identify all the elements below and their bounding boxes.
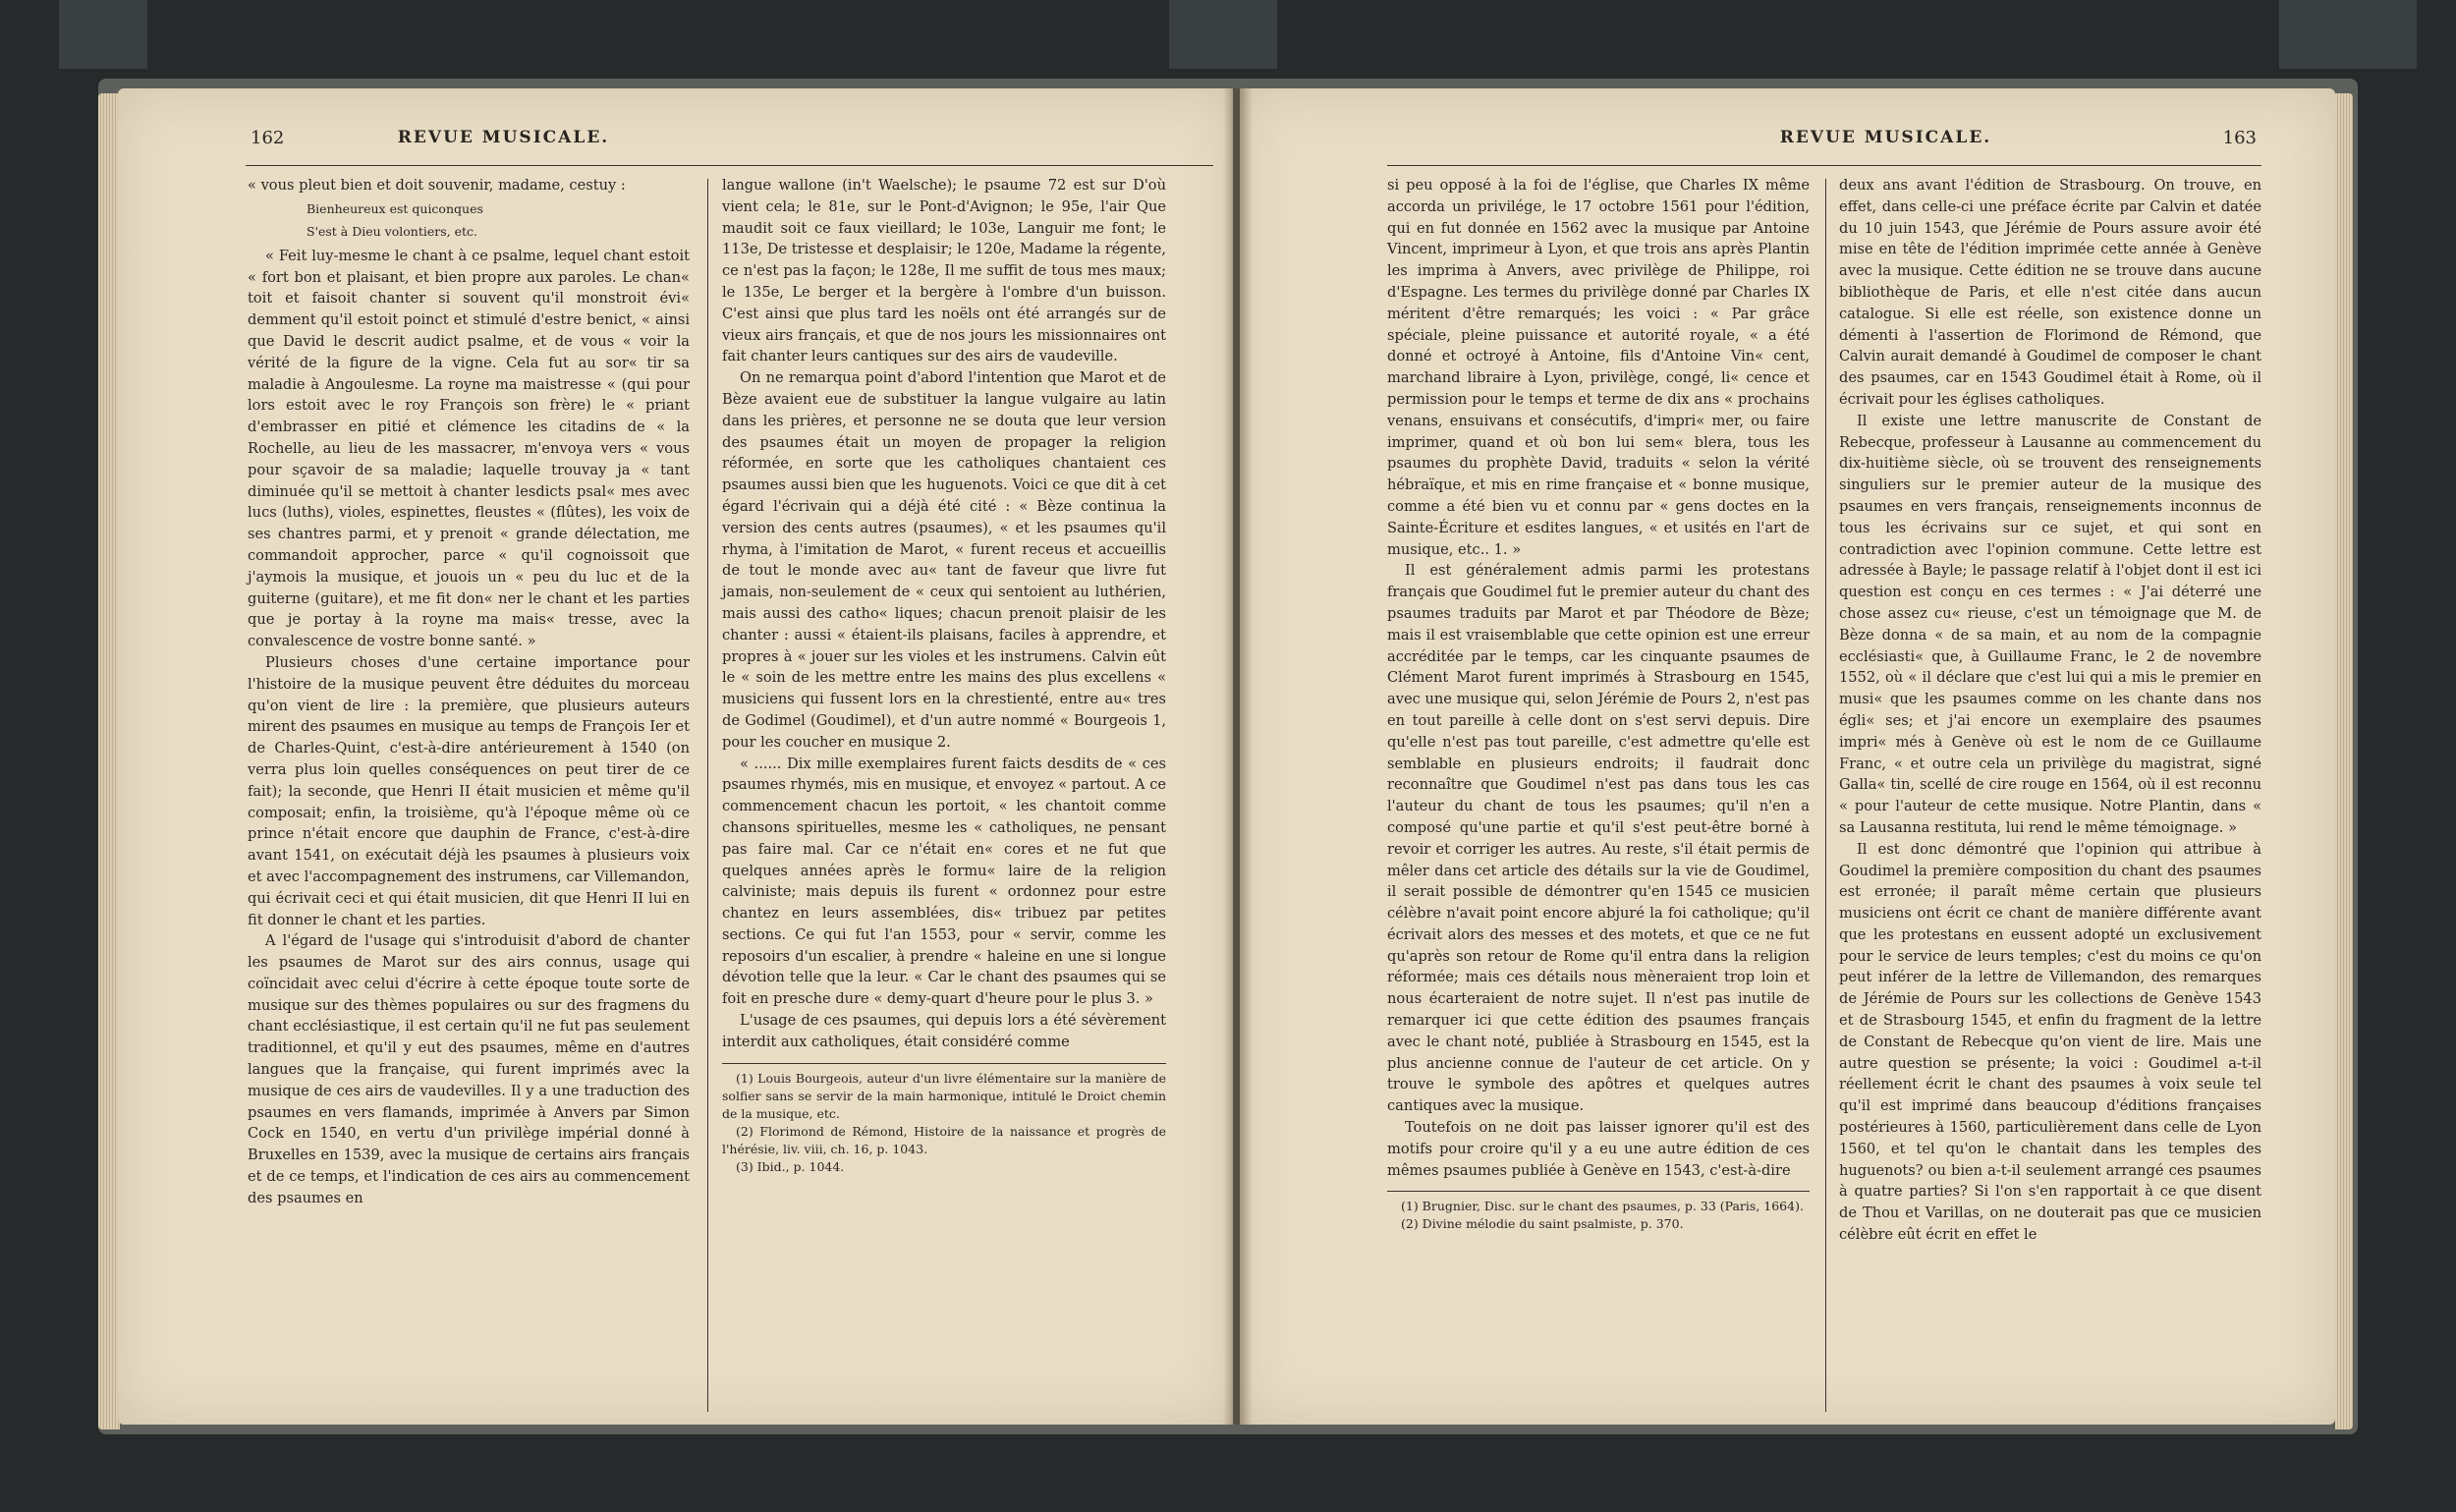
- left-footnotes: [722, 1063, 1166, 1176]
- footnote: (1) Brugnier, Disc. sur le chant des psaumes, p. 33 (Paris, 1664).: [1401, 1199, 1804, 1214]
- left-page-edges: [98, 93, 120, 1429]
- left-column-1: [248, 175, 690, 1209]
- left-header-rule: [246, 165, 1213, 166]
- left-column-divider: [707, 179, 708, 1412]
- right-running-header: [1240, 128, 2335, 157]
- paragraph: L'usage de ces psaumes, qui depuis lors a été sévèrement interdit aux catholiques, était considéré comme: [722, 1012, 1166, 1050]
- paragraph: si peu opposé à la foi de l'église, que Charles IX même accorda un privilége, le 17 octobre 1561 pour l'édition, qui en fut donnée en 1562 avec la musique par Antoine Vincent, imprimeur à Lyon, et que trois ans après Plantin les imprima à Anvers, avec privilège de Philippe, roi d'Espagne. Les termes du privilège donné par Charles IX méritent d'être remarqués; les voici : « Par grâce spéciale, pleine puissance et autorité royale, « a été donné et octroyé à Antoine, fils d'Antoine Vin« cent, marchand libraire à Lyon, privilège, congé, li« cence et permission pour le temps et terme de dix ans « prochains venans, ensuivans et consécutifs, d'impri« mer, ou faire imprimer, quand et où bon lui sem« blera, tous les psaumes du prophète David, traduits « selon la vérité hébraïque, et mis en rime française et « bonne musique, comme a été bien vu et connu par « gens doctes en la Sainte-Écriture et esdites langues, « et usités en l'art de musique, etc.. 1. »: [1387, 177, 1810, 558]
- paragraph: Il est généralement admis parmi les protestans français que Goudimel fut le premier auteur du chant des psaumes traduits par Marot et par Théodore de Bèze; mais il est vraisemblable que cette opinion est une erreur accréditée par le temps, car les cinquante psaumes de Clément Marot furent imprimés à Strasbourg en 1545, avec une musique qui, selon Jérémie de Pours 2, n'est pas en tout pareille à celle dont on s'est servi depuis. Dire qu'elle n'est pas tout pareille, c'est admettre qu'elle est semblable en plusieurs endroits; il faudrait donc reconnaître que Goudimel n'est pas dans tous les cas l'auteur du chant de tous les psaumes; qu'il n'en a composé qu'une partie et qu'il s'est peut-être borné à revoir et corriger les autres. Au reste, s'il était permis de mêler dans cet article des détails sur la vie de Goudimel, il serait possible de démontrer qu'en 1545 ce musicien célèbre n'avait point encore abjuré la foi catholique; qu'il écrivait alors des messes et des motets, et que ce ne fut qu'après son retour de Rome qu'il entra dans la religion réformée; mais ces détails nous mèneraient trop loin et nous écarteraient de notre sujet. Il n'est pas inutile de remarquer ici que cette édition des psaumes français avec le chant noté, publiée à Strasbourg en 1545, est la plus ancienne connue de l'auteur de cet article. On y trouve le symbole des apôtres et quelques autres cantiques avec la musique.: [1387, 562, 1810, 1115]
- footnote: (3) Ibid., p. 1044.: [736, 1158, 845, 1174]
- left-page: [118, 88, 1233, 1425]
- right-page-number: 163: [2222, 128, 2257, 148]
- paragraph: « Feit luy-mesme le chant à ce psalme, lequel chant estoit « fort bon et plaisant, et bien propre aux paroles. Le chan« toit et faisoit chanter si souvent qu'il monstroit évi« demment qu'il estoit poinct et stimulé d'estre benict, « ainsi que David le descrit audict psalme, et de vous « voir la vérité de la figure de la vigne. Cela fut au sor« tir sa maladie à Angoulesme. La royne ma maistresse « (qui pour lors estoit avec le roy François son frère) le « priant d'embrasser en pitié et clémence les citadins de « la Rochelle, au lieu de les massacrer, m'envoya vers « vous pour sçavoir de sa maladie; laquelle trouvay ja « tant diminuée qu'il se mettoit à chanter lesdicts psal« mes avec lucs (luths), violes, espinettes, fleustes « (flûtes), les voix de ses chantres parmi, et y prenoit « grande délectation, me commandoit approcher, parce « qu'il cognoissoit que j'aymois la musique, et jouois un « peu du luc et de la guiterne (guitare), et me fit don« ner le chant et les parties que je portay à la royne ma mais« tresse, avec la convalescence de vostre bonne santé. »: [248, 247, 690, 650]
- verse-line: Bienheureux est quiconques: [307, 200, 483, 216]
- left-running-header: [118, 128, 1233, 157]
- left-page-number: 162: [251, 128, 285, 148]
- left-column-2: [722, 175, 1166, 1176]
- paragraph: Toutefois on ne doit pas laisser ignorer qu'il est des motifs pour croire qu'il y a eu une autre édition de ces mêmes psaumes publiée à Genève en 1543, c'est-à-dire: [1387, 1119, 1810, 1179]
- right-footnote-rule: [1387, 1191, 1810, 1192]
- paragraph: « ...... Dix mille exemplaires furent faicts desdits de « ces psaumes rhymés, mis en musique, et envoyez « partout. A ce commencement chacun les portoit, « les chantoit comme chansons spirituelles, mesme les « catholiques, ne pensant pas faire mal. Car ce n'était en« cores et ne fut que quelques années après le formu« laire de la religion calviniste; mais depuis ils furent « ordonnez pour estre chantez en leurs assemblées, dis« tribuez par petites sections. Ce qui fut l'an 1553, pour « servir, comme les reposoirs d'un escalier, à prendre « haleine en une si longue dévotion telle que la leur. « Car le chant des psaumes qui se foit en presche dure « demy-quart d'heure pour le plus 3. »: [722, 755, 1166, 1008]
- right-column-divider: [1825, 179, 1826, 1412]
- right-page-edges: [2335, 93, 2353, 1429]
- verse-line: S'est à Dieu volontiers, etc.: [307, 223, 477, 239]
- paragraph: langue wallone (in't Waelsche); le psaume 72 est sur D'où vient cela; le 81e, sur le Pont-d'Avignon; le 95e, l'air Que maudit soit ce faux vieillard; le 103e, Languir me font; le 113e, De tristesse et desplaisir; le 120e, Madame la régente, ce n'est pas la façon; le 128e, Il me suffit de tous mes maux; le 135e, Le berger et la bergère à l'ombre d'un buisson. C'est ainsi que plus tard les noëls ont été arrangés sur de vieux airs français, et que de nos jours les missionnaires ont fait chanter leurs cantiques sur des airs de vaudeville.: [722, 177, 1166, 365]
- right-footnotes: [1387, 1191, 1810, 1233]
- paragraph: Plusieurs choses d'une certaine importance pour l'histoire de la musique peuvent être déduites du morceau qu'on vient de lire : la première, que plusieurs auteurs mirent des psaumes en musique au temps de François Ier et de Charles-Quint, c'est-à-dire antérieurement à 1540 (on verra plus loin quelles conséquences on peut tirer de ce fait); la seconde, que Henri II était musicien et même qu'il composait; enfin, la troisième, qu'à l'époque même où ce prince n'était encore que dauphin de France, c'est-à-dire avant 1541, on exécutait déjà les psaumes à plusieurs voix et avec l'accompagnement des instrumens, car Villemandon, qui écrivait ceci et qui était musicien, dit que Henri II lui en fit donner le chant et les parties.: [248, 653, 690, 928]
- right-running-head: REVUE MUSICALE.: [1779, 128, 1992, 147]
- footnote: (2) Divine mélodie du saint psalmiste, p. 370.: [1401, 1216, 1684, 1232]
- book-gutter: [1223, 88, 1253, 1425]
- paragraph: A l'égard de l'usage qui s'introduisit d'abord de chanter les psaumes de Marot sur des airs connus, usage qui coïncidait avec celui d'écrire à cette époque toute sorte de musique sur des thèmes populaires ou sur des fragmens du chant ecclésiastique, il est certain qu'il ne fut pas seulement traditionnel, et qu'il y eut des psaumes, même en d'autres langues que la française, qui furent imprimés avec la musique de ces airs de vaudevilles. Il y a une traduction des psaumes en vers flamands, imprimée à Anvers par Simon Cock en 1540, en vertu d'un privilège impérial donné à Bruxelles en 1539, avec la musique de certains airs français et de ce temps, et l'indication de ces airs au commencement des psaumes en: [248, 932, 690, 1206]
- right-column-2: [1839, 175, 2261, 1246]
- paragraph: deux ans avant l'édition de Strasbourg. On trouve, en effet, dans celle-ci une préface écrite par Calvin et datée du 10 juin 1543, que Jérémie de Pours assure avoir été mise en tête de l'édition imprimée cette année à Genève avec la musique. Cette édition ne se trouve dans aucune bibliothèque de Paris, et elle n'est citée dans aucun catalogue. Si elle est réelle, son existence donne un démenti à l'assertion de Florimond de Rémond, que Calvin aurait demandé à Goudimel de composer le chant des psaumes, car en 1543 Goudimel était à Rome, où il écrivait pour les églises catholiques.: [1839, 177, 2261, 408]
- right-page: [1240, 88, 2335, 1425]
- footnote: (2) Florimond de Rémond, Histoire de la naissance et progrès de l'hérésie, liv. viii, ch. 16, p. 1043.: [722, 1123, 1166, 1156]
- left-running-head: REVUE MUSICALE.: [397, 128, 610, 147]
- right-header-rule: [1387, 165, 2261, 166]
- paragraph: Il est donc démontré que l'opinion qui attribue à Goudimel la première composition du chant des psaumes est erronée; il paraît même certain que plusieurs musiciens ont écrit ce chant de manière différente avant que les protestans en eussent adopté un exclusivement pour le service de leurs temples; c'est du moins ce qu'on peut inférer de la lettre de Villemandon, des remarques de Jérémie de Pours sur les collections de Genève 1543 et de Strasbourg 1545, et enfin du fragment de la lettre de Constant de Rebecque qu'on vient de lire. Mais une autre question se présente; la voici : Goudimel a-t-il réellement écrit le chant des psaumes à voix seule tel qu'il est imprimé dans beaucoup d'éditions françaises postérieures à 1560, particulièrement dans celle de Lyon 1560, et tel qu'on le chantait dans les temples des huguenots? ou bien a-t-il seulement arrangé ces psaumes à quatre parties? Si l'on s'en rapportait à ce que disent de Thou et Varillas, on ne douterait pas que ce musicien célèbre eût écrit en effet le: [1839, 840, 2261, 1244]
- backdrop-right-strip: [2279, 0, 2417, 69]
- paragraph: Il existe une lettre manuscrite de Constant de Rebecque, professeur à Lausanne au commencement du dix-huitième siècle, où se trouvent des renseignements singuliers sur le premier auteur de la musique des psaumes en vers français, renseignements inconnus de tous les écrivains sur ce sujet, et qui sont en contradiction avec l'opinion commune. Cette lettre est adressée à Bayle; le passage relatif à l'objet dont il est ici question est conçu en ces termes : « J'ai déterré une chose assez cu« rieuse, c'est un témoignage que M. de Bèze donna « de sa main, et au nom de la compagnie ecclésiasti« que, à Guillaume Franc, le 2 de novembre 1552, où « il déclare que c'est lui qui a mis le premier en musi« que les psaumes comme on les chante dans nos égli« ses; et j'ai encore un exemplaire des psaumes impri« més à Genève où est le nom de ce Guillaume Franc, « et outre cela un privilège du magistrat, signé Galla« tin, scellé de cire rouge en 1564, où il est reconnu « pour l'auteur de cette musique. Notre Plantin, dans « sa Lausanna restituta, lui rend le même témoignage. »: [1839, 412, 2261, 836]
- paragraph: On ne remarqua point d'abord l'intention que Marot et de Bèze avaient eue de substituer la langue vulgaire au latin dans les prières, et personne ne se douta que leur version des psaumes était un moyen de propager la religion réformée, en sorte que les catholiques chantaient ces psaumes aussi bien que les huguenots. Voici ce que dit à cet égard l'écrivain qui a déjà été cité : « Bèze continua la version des cents autres (psaumes), « et les psaumes qu'il rhyma, à l'imitation de Marot, « furent receus et accueillis de tout le monde avec au« tant de faveur que livre fut jamais, non-seulement de « ceux qui sentoient au luthérien, mais aussi des catho« liques; chacun prenoit plaisir de les chanter : aussi « étaient-ils plaisans, faciles à apprendre, et propres à « jouer sur les violes et les instrumens. Calvin eût le « soin de les mettre entre les mains des plus excellens « musiciens qui fussent lors en la chrestienté, entre au« tres de Godimel (Goudimel), et d'un autre nommé « Bourgeois 1, pour les coucher en musique 2.: [722, 369, 1166, 751]
- footnote: (1) Louis Bourgeois, auteur d'un livre élémentaire sur la manière de solfier sans se servir de la main harmonique, intitulé le Droict chemin de la musique, etc.: [722, 1070, 1166, 1121]
- left-footnote-rule: [722, 1063, 1166, 1064]
- right-column-1: [1387, 175, 1810, 1233]
- backdrop-left-strip: [59, 0, 147, 69]
- paragraph: « vous pleut bien et doit souvenir, madame, cestuy :: [248, 177, 626, 194]
- backdrop-center-strip: [1169, 0, 1277, 69]
